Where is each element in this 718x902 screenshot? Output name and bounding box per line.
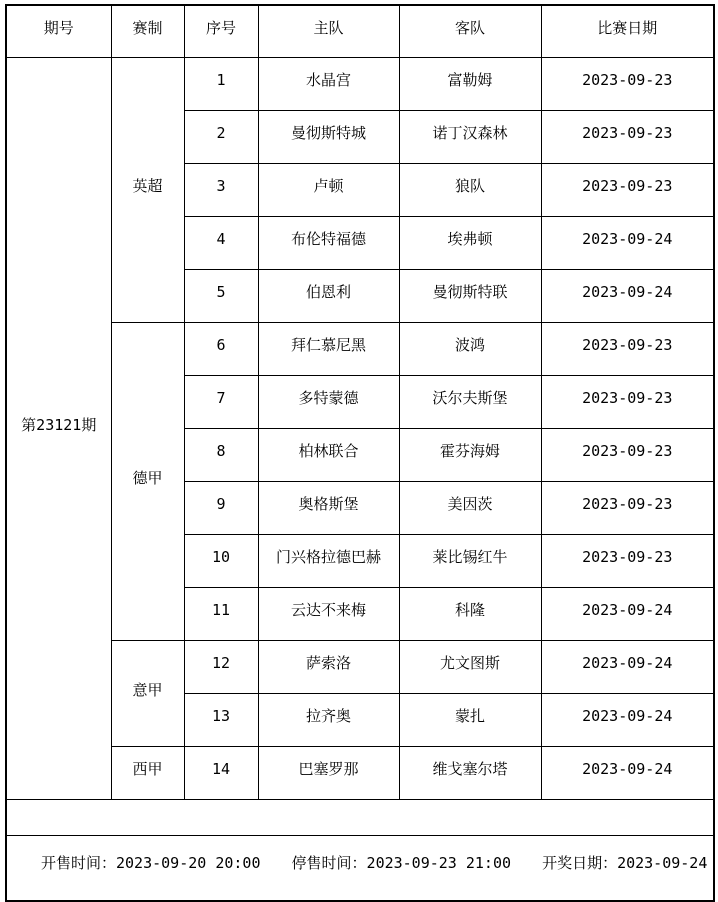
match-no-cell: 8 [184,428,258,481]
match-date-cell: 2023-09-24 [541,216,714,269]
match-no-cell: 12 [184,640,258,693]
away-team-cell: 维戈塞尔塔 [399,746,541,799]
away-team-cell: 蒙扎 [399,693,541,746]
away-team-cell: 尤文图斯 [399,640,541,693]
match-date-cell: 2023-09-24 [541,587,714,640]
away-team-cell: 霍芬海姆 [399,428,541,481]
header-away-team: 客队 [399,5,541,57]
away-team-cell: 诺丁汉森林 [399,110,541,163]
home-team-cell: 萨索洛 [258,640,399,693]
home-team-cell: 多特蒙德 [258,375,399,428]
header-match-date: 比赛日期 [541,5,714,57]
match-date-cell: 2023-09-23 [541,322,714,375]
match-date-cell: 2023-09-23 [541,110,714,163]
away-team-cell: 曼彻斯特联 [399,269,541,322]
footer-row [6,835,714,901]
header-match-no: 序号 [184,5,258,57]
match-row [6,746,714,799]
match-no-cell: 6 [184,322,258,375]
match-date-cell: 2023-09-23 [541,375,714,428]
away-team-cell: 波鸿 [399,322,541,375]
match-no-cell: 4 [184,216,258,269]
match-date-cell: 2023-09-24 [541,693,714,746]
draw-date: 开奖日期：2023-09-24 [542,854,708,872]
sale-start-time: 开售时间：2023-09-20 20:00 [41,854,261,872]
away-team-cell: 科隆 [399,587,541,640]
home-team-cell: 门兴格拉德巴赫 [258,534,399,587]
period-cell: 第23121期 [6,57,111,799]
home-team-cell: 拉齐奥 [258,693,399,746]
match-date-cell: 2023-09-23 [541,481,714,534]
footer-cell [6,835,714,901]
match-no-cell: 10 [184,534,258,587]
home-team-cell: 奥格斯堡 [258,481,399,534]
home-team-cell: 水晶宫 [258,57,399,110]
home-team-cell: 曼彻斯特城 [258,110,399,163]
match-no-cell: 11 [184,587,258,640]
away-team-cell: 美因茨 [399,481,541,534]
league-cell: 意甲 [111,640,184,746]
header-league: 赛制 [111,5,184,57]
home-team-cell: 卢顿 [258,163,399,216]
away-team-cell: 狼队 [399,163,541,216]
match-date-cell: 2023-09-23 [541,534,714,587]
away-team-cell: 埃弗顿 [399,216,541,269]
match-row [6,57,714,110]
match-schedule-table [5,4,715,902]
match-date-cell: 2023-09-24 [541,269,714,322]
table-body [6,57,714,799]
match-no-cell: 3 [184,163,258,216]
home-team-cell: 柏林联合 [258,428,399,481]
match-no-cell: 2 [184,110,258,163]
match-no-cell: 1 [184,57,258,110]
home-team-cell: 布伦特福德 [258,216,399,269]
away-team-cell: 沃尔夫斯堡 [399,375,541,428]
away-team-cell: 莱比锡红牛 [399,534,541,587]
match-no-cell: 7 [184,375,258,428]
match-no-cell: 9 [184,481,258,534]
league-cell: 德甲 [111,322,184,640]
spacer-cell [6,799,714,835]
home-team-cell: 云达不来梅 [258,587,399,640]
match-row [6,322,714,375]
match-date-cell: 2023-09-23 [541,57,714,110]
match-no-cell: 5 [184,269,258,322]
home-team-cell: 伯恩利 [258,269,399,322]
header-row [6,5,714,57]
match-no-cell: 13 [184,693,258,746]
match-no-cell: 14 [184,746,258,799]
spacer-row [6,799,714,835]
match-date-cell: 2023-09-23 [541,428,714,481]
table-footer [6,799,714,901]
header-period: 期号 [6,5,111,57]
match-date-cell: 2023-09-23 [541,163,714,216]
match-row [6,640,714,693]
away-team-cell: 富勒姆 [399,57,541,110]
home-team-cell: 巴塞罗那 [258,746,399,799]
table-header [6,5,714,57]
sale-end-time: 停售时间：2023-09-23 21:00 [291,854,512,872]
match-date-cell: 2023-09-24 [541,640,714,693]
home-team-cell: 拜仁慕尼黑 [258,322,399,375]
league-cell: 英超 [111,57,184,322]
header-home-team: 主队 [258,5,399,57]
league-cell: 西甲 [111,746,184,799]
match-date-cell: 2023-09-24 [541,746,714,799]
